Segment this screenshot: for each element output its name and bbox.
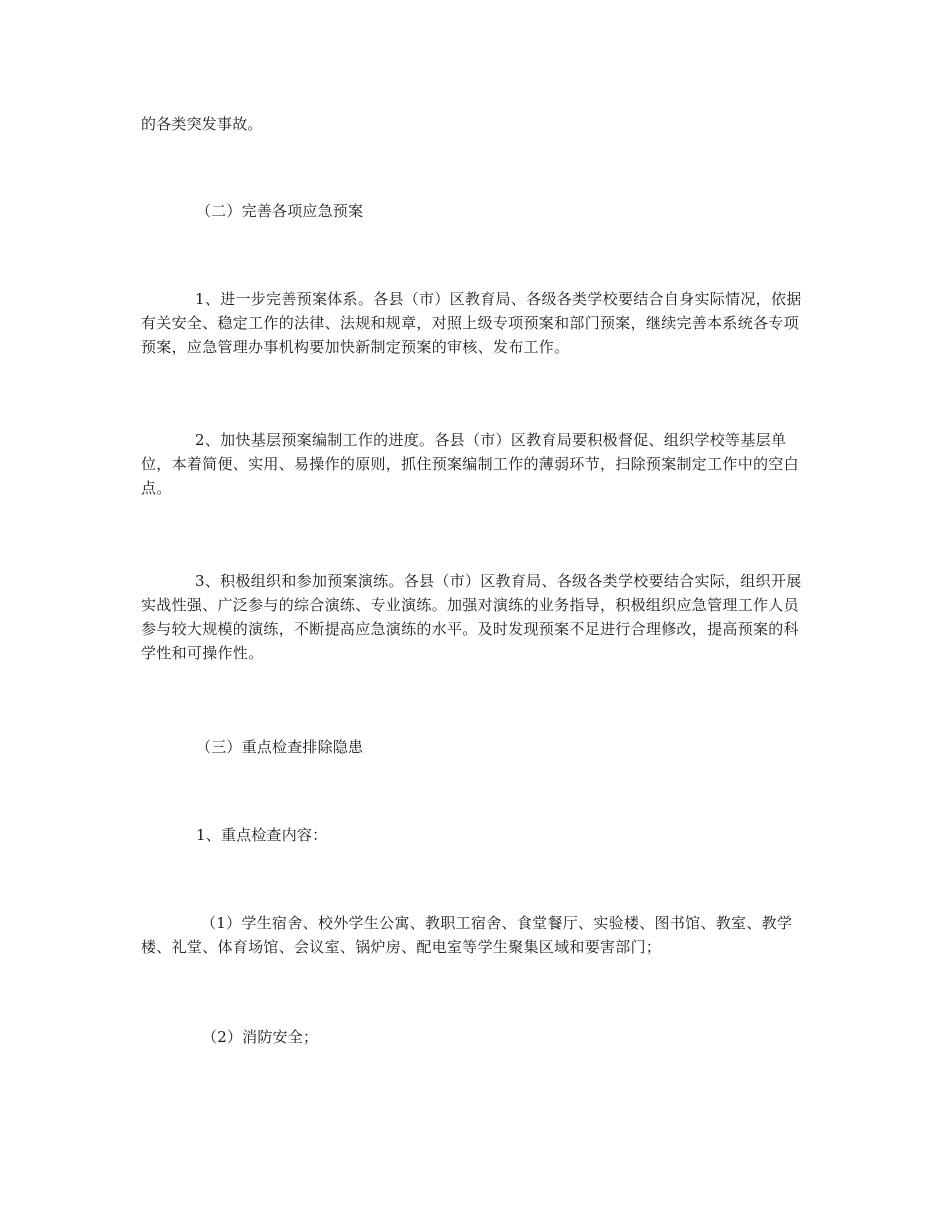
inspection-item-2: （2）消防安全； [202,1028,319,1046]
continuation-text: 的各类突发事故。 [141,115,263,133]
paragraph-item-2 [141,428,811,500]
paragraph-item-1 [141,287,811,359]
paragraph-item-1-text: 1、进一步完善预案体系。各县（市）区教育局、各级各类学校要结合自身实际情况，依据有关安全、稳定工作的法律、法规和规章，对照上级专项预案和部门预案，继续完善本系统各专项预案，应急管理办事机构要加快新制定预案的审核、发布工作。 [141,290,802,356]
subheading-inspection-content: 1、重点检查内容： [196,826,328,844]
section-heading-2: （二）完善各项应急预案 [196,202,364,220]
paragraph-item-2-text: 2、加快基层预案编制工作的进度。各县（市）区教育局要积极督促、组织学校等基层单位，本着简便、实用、易操作的原则，抓住预案编制工作的薄弱环节，扫除预案制定工作中的空白点。 [141,431,799,497]
inspection-item-1 [141,911,811,959]
paragraph-item-3-text: 3、积极组织和参加预案演练。各县（市）区教育局、各级各类学校要结合实际，组织开展实战性强、广泛参与的综合演练、专业演练。加强对演练的业务指导，积极组织应急管理工作人员参与较大规模的演练，不断提高应急演练的水平。及时发现预案不足进行合理修改，提高预案的科学性和可操作性。 [141,572,802,662]
section-heading-3: （三）重点检查排除隐患 [196,738,364,756]
inspection-item-1-text: （1）学生宿舍、校外学生公寓、教职工宿舍、食堂餐厅、实验楼、图书馆、教室、教学楼、礼堂、体育场馆、会议室、锅炉房、配电室等学生聚集区域和要害部门； [141,914,793,956]
paragraph-item-3 [141,569,811,665]
